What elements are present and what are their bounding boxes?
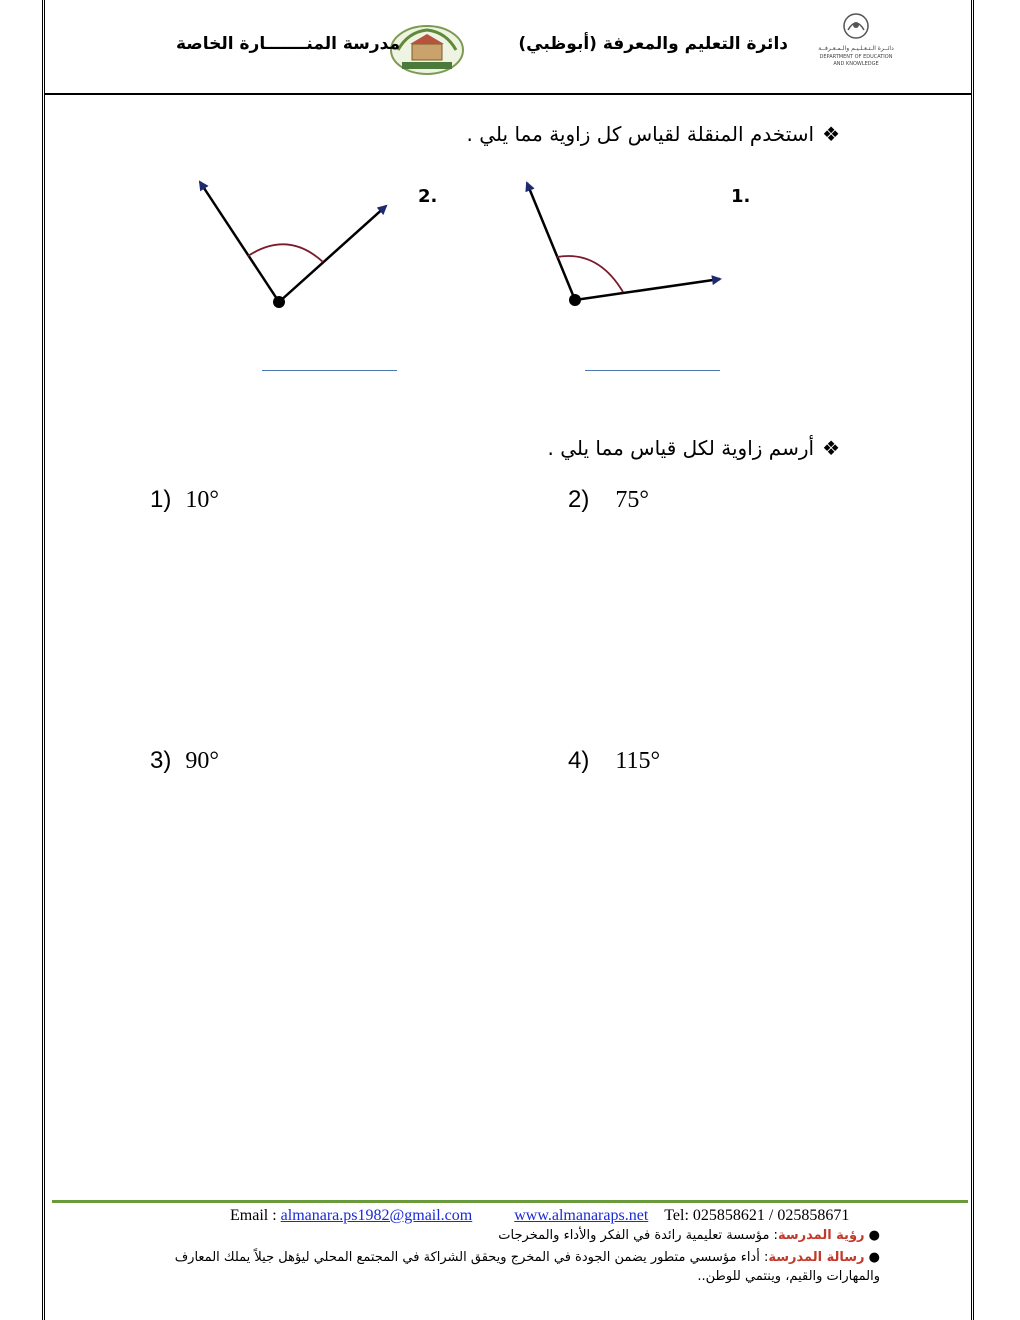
angle-diagrams bbox=[0, 0, 1020, 400]
draw-item-label: 1) bbox=[150, 486, 172, 513]
draw-item-value: 115° bbox=[615, 748, 661, 774]
mission-label: رسالة المدرسة bbox=[768, 1250, 865, 1265]
footer-contact bbox=[230, 1207, 849, 1225]
angle-2-figure bbox=[200, 182, 386, 308]
question2-heading bbox=[548, 436, 841, 460]
draw-item-label: 2) bbox=[568, 486, 590, 513]
draw-item-4 bbox=[568, 747, 660, 775]
question1-text: استخدم المنقلة لقياس كل زاوية مما يلي . bbox=[466, 122, 815, 146]
vision-text: : مؤسسة تعليمية رائدة في الفكر والأداء والمخرجات bbox=[498, 1228, 778, 1243]
email-link[interactable]: almanara.ps1982@gmail.com bbox=[280, 1207, 473, 1224]
draw-item-label: 3) bbox=[150, 747, 172, 774]
draw-item-value: 10° bbox=[185, 487, 219, 513]
bullet-dot-icon: ● bbox=[868, 1228, 880, 1243]
answer-line-angle-1[interactable] bbox=[585, 370, 720, 371]
diamond-bullet-icon: ❖ bbox=[822, 436, 840, 460]
emblem-caption-ar: دائــرة الـتـعـلـيـم والـمـعـرفــة bbox=[818, 45, 894, 52]
draw-item-value: 75° bbox=[615, 487, 649, 513]
diamond-bullet-icon: ❖ bbox=[822, 122, 840, 146]
website-link[interactable]: www.almanaraps.net bbox=[514, 1207, 649, 1224]
footer-vision bbox=[120, 1228, 880, 1243]
draw-item-2 bbox=[568, 486, 649, 514]
angle-1-figure bbox=[527, 183, 720, 306]
emblem-caption-en-1: DEPARTMENT OF EDUCATION bbox=[819, 54, 893, 60]
vision-label: رؤية المدرسة bbox=[777, 1228, 865, 1243]
angle-1-number: 1. bbox=[731, 186, 751, 207]
answer-line-angle-2[interactable] bbox=[262, 370, 397, 371]
email-label: Email : bbox=[230, 1207, 277, 1224]
footer-divider bbox=[52, 1200, 968, 1203]
draw-item-value: 90° bbox=[185, 748, 219, 774]
footer-mission bbox=[140, 1248, 880, 1286]
angle-2-number: 2. bbox=[418, 186, 438, 207]
draw-item-1 bbox=[150, 486, 219, 514]
draw-item-3 bbox=[150, 747, 219, 775]
emblem-caption-en-2: AND KNOWLEDGE bbox=[833, 61, 879, 67]
phone-numbers: Tel: 025858621 / 025858671 bbox=[664, 1207, 850, 1224]
question2-text: أرسم زاوية لكل قياس مما يلي . bbox=[547, 436, 815, 460]
bullet-dot-icon: ● bbox=[868, 1250, 880, 1265]
draw-item-label: 4) bbox=[568, 747, 590, 774]
department-title: دائرة التعليم والمعرفة (أبوظبي) bbox=[518, 34, 788, 54]
school-title: مدرسة المنـــــــارة الخاصة bbox=[176, 34, 401, 54]
mission-text: : أداء مؤسسي متطور يضمن الجودة في المخرج ويحقق الشراكة في المجتمع المحلي ليؤهل جيلاً يملك المعارف والمهارات والقيم، وينتمي للوطن.. bbox=[174, 1250, 880, 1284]
